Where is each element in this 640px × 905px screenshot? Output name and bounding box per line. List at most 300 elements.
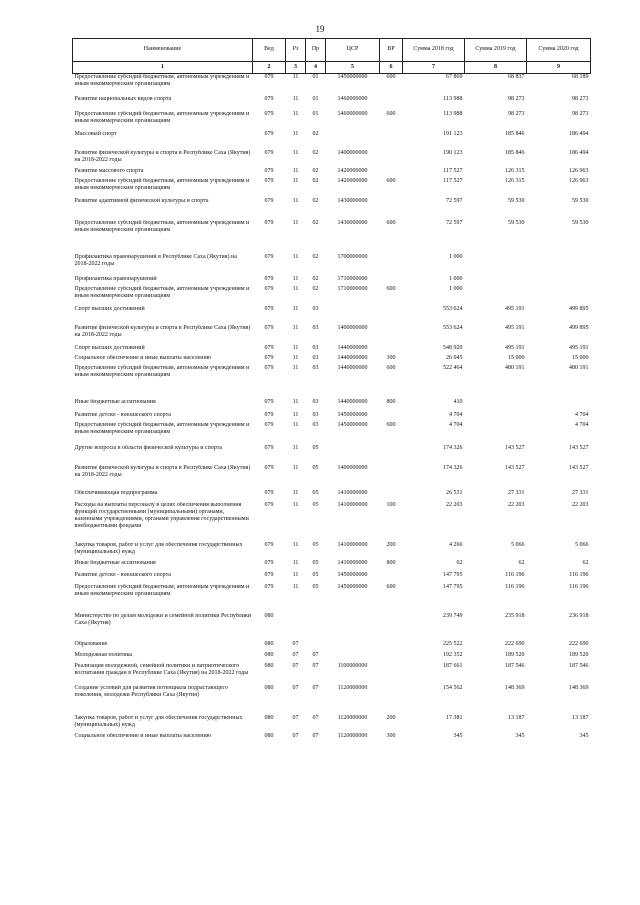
row-ved: 080 [264, 651, 274, 658]
row-rz: 11 [292, 364, 299, 371]
column-index: 4 [306, 62, 326, 74]
row-sum-2020: 4 704 [575, 421, 589, 428]
row-rz: 11 [292, 541, 299, 548]
row-sum-2018: 72 597 [446, 219, 463, 226]
row-name: Предоставление субсидий бюджетным, автономным учреждениям и иным некоммерческим организациям [74, 285, 250, 299]
row-pr: 03 [312, 344, 319, 351]
row-csr [326, 613, 380, 641]
row-csr: 1450000000 [337, 411, 368, 418]
row-sum-2019: 68 837 [508, 74, 525, 80]
row-csr [326, 445, 380, 465]
row-name: Иные бюджетные ассигнования [74, 559, 156, 566]
row-rz: 11 [292, 305, 299, 312]
row-sum-2020: 222 690 [569, 640, 589, 647]
row-csr: 1460000000 [337, 110, 368, 117]
row-rz: 07 [292, 732, 299, 739]
row-pr: 03 [312, 411, 319, 418]
row-name: Социальное обеспечение и иные выплаты населению [74, 354, 212, 361]
row-csr: 1410000000 [337, 501, 368, 508]
row-name: Профилактика правонарушений [74, 275, 157, 282]
row-csr: 1410000000 [337, 489, 368, 496]
row-sum-2020 [527, 276, 591, 286]
row-name: Развитие адаптивной физической культуры и спорта [74, 197, 209, 204]
row-sum-2020: 499 895 [569, 305, 589, 312]
table-row [73, 306, 591, 325]
row-sum-2019: 59 530 [508, 197, 525, 204]
row-sum-2019 [465, 276, 527, 286]
row-sum-2020: 59 530 [572, 197, 589, 204]
row-vr: 600 [386, 285, 396, 292]
row-sum-2018: 26 531 [446, 489, 463, 496]
row-sum-2019: 222 690 [505, 640, 525, 647]
row-sum-2020: 126 963 [569, 177, 589, 184]
table-row [73, 111, 591, 131]
table-row [73, 613, 591, 641]
row-csr: 1400000000 [337, 149, 368, 156]
row-name: Другие вопросы в области физической культуры и спорта [74, 444, 223, 451]
row-ved: 079 [264, 275, 274, 282]
row-sum-2018: 4 704 [449, 421, 463, 428]
row-pr: 03 [312, 324, 319, 331]
row-rz: 11 [292, 571, 299, 578]
row-pr: 01 [312, 110, 319, 117]
table-row [73, 445, 591, 465]
row-name: Молодежная политика [74, 651, 133, 658]
row-pr: 05 [312, 489, 319, 496]
row-name: Министерство по делам молодежи и семейной политики Республики Саха (Якутия) [74, 612, 252, 626]
row-pr: 01 [312, 95, 319, 102]
row-sum-2018: 117 527 [443, 167, 463, 174]
row-vr [380, 465, 403, 490]
row-csr: 1410000000 [337, 541, 368, 548]
row-ved: 079 [264, 583, 274, 590]
row-sum-2018: 1 000 [449, 253, 463, 260]
row-sum-2020: 98 273 [572, 110, 589, 117]
table-row [73, 422, 591, 445]
row-vr: 600 [386, 583, 396, 590]
row-vr [380, 198, 403, 220]
table-row [73, 542, 591, 560]
table-row [73, 502, 591, 542]
row-pr: 07 [312, 714, 319, 721]
row-sum-2019: 116 196 [505, 583, 525, 590]
row-sum-2018: 553 624 [443, 305, 463, 312]
row-sum-2020: 22 203 [572, 501, 589, 508]
header-rz: Рз [286, 39, 306, 62]
row-rz: 11 [292, 197, 299, 204]
row-vr [380, 131, 403, 150]
table-row [73, 198, 591, 220]
row-csr: 1460000000 [337, 95, 368, 102]
row-sum-2018: 117 527 [443, 177, 463, 184]
row-sum-2018: 410 [453, 398, 463, 405]
row-vr: 600 [386, 219, 396, 226]
row-ved: 079 [264, 95, 274, 102]
row-pr: 02 [312, 149, 319, 156]
table-row [73, 345, 591, 355]
row-pr: 01 [312, 74, 319, 80]
table-row [73, 399, 591, 412]
row-sum-2020: 68 189 [572, 74, 589, 80]
row-vr [380, 345, 403, 355]
row-name: Предоставление субсидий бюджетным, автономным учреждениям и иным некоммерческим организациям [74, 364, 250, 378]
row-name: Массовый спорт [74, 130, 117, 137]
table-row [73, 178, 591, 198]
row-sum-2020: 186 494 [569, 149, 589, 156]
row-csr [326, 306, 380, 325]
row-sum-2019: 62 [518, 559, 525, 566]
row-ved: 079 [264, 167, 274, 174]
row-sum-2019: 13 187 [508, 714, 525, 721]
row-sum-2020: 27 331 [572, 489, 589, 496]
row-vr [380, 325, 403, 345]
row-ved: 079 [264, 501, 274, 508]
row-sum-2019: 185 846 [505, 130, 525, 137]
column-index-row [73, 62, 591, 74]
page-number: 19 [315, 24, 325, 34]
row-ved: 080 [264, 662, 274, 669]
row-sum-2020: 126 963 [569, 167, 589, 174]
row-sum-2018: 225 522 [443, 640, 463, 647]
row-rz: 07 [292, 640, 299, 647]
row-sum-2020: 186 494 [569, 130, 589, 137]
table-body [73, 74, 591, 748]
header-ved: Вед [253, 39, 286, 62]
row-sum-2018: 62 [456, 559, 463, 566]
row-sum-2019: 148 369 [505, 684, 525, 691]
row-pr: 02 [312, 130, 319, 137]
row-vr: 100 [386, 501, 396, 508]
row-vr [380, 445, 403, 465]
column-index: 3 [286, 62, 306, 74]
row-ved: 080 [264, 640, 274, 647]
row-pr: 02 [312, 275, 319, 282]
row-sum-2019: 116 196 [505, 571, 525, 578]
row-sum-2020: 62 [582, 559, 589, 566]
row-sum-2018: 192 352 [443, 651, 463, 658]
row-ved: 080 [264, 732, 274, 739]
table-row [73, 220, 591, 254]
row-name: Развитие массового спорта [74, 167, 144, 174]
row-csr: 1120000000 [337, 684, 368, 691]
row-sum-2019: 15 000 [508, 354, 525, 361]
row-sum-2018: 17 381 [446, 714, 463, 721]
row-name: Создание условий для развития потенциала подрастающего поколения, молодежи Республики Саха (Якутия) [74, 684, 228, 698]
row-sum-2018: 174 326 [443, 444, 463, 451]
row-sum-2018: 239 749 [443, 612, 463, 619]
row-pr: 02 [312, 253, 319, 260]
row-sum-2020 [527, 399, 591, 412]
row-csr: 1450000000 [337, 571, 368, 578]
row-sum-2020: 236 918 [569, 612, 589, 619]
row-sum-2020: 499 895 [569, 324, 589, 331]
row-name: Развитие детско - юношеского спорта [74, 571, 171, 578]
row-vr [380, 150, 403, 168]
row-name: Предоставление субсидий бюджетным, автономным учреждениям и иным некоммерческим организациям [74, 219, 250, 233]
row-sum-2020: 480 191 [569, 364, 589, 371]
row-vr: 600 [386, 421, 396, 428]
row-vr: 800 [386, 559, 396, 566]
row-sum-2019 [465, 254, 527, 276]
column-index: 9 [527, 62, 591, 74]
row-ved: 079 [264, 411, 274, 418]
row-pr: 05 [312, 444, 319, 451]
row-pr: 05 [312, 559, 319, 566]
row-sum-2018: 191 123 [443, 130, 463, 137]
row-name: Иные бюджетные ассигнования [74, 398, 156, 405]
row-csr: 1400000000 [337, 464, 368, 471]
table-row [73, 96, 591, 111]
row-vr [380, 306, 403, 325]
row-rz: 11 [292, 275, 299, 282]
row-pr: 05 [312, 541, 319, 548]
header-vr: ВР [380, 39, 403, 62]
row-pr: 02 [312, 285, 319, 292]
table-row [73, 465, 591, 490]
row-pr: 05 [312, 464, 319, 471]
table-row [73, 150, 591, 168]
table-row [73, 276, 591, 286]
row-csr [326, 641, 380, 652]
row-csr: 1440000000 [337, 354, 368, 361]
row-vr: 800 [386, 398, 396, 405]
table-row [73, 733, 591, 748]
table-row [73, 560, 591, 572]
row-name: Предоставление субсидий бюджетным, автономным учреждениям и иным некоммерческим организациям [74, 110, 250, 124]
row-sum-2019: 143 527 [505, 464, 525, 471]
row-vr [380, 613, 403, 641]
table-row [73, 355, 591, 365]
table-row [73, 325, 591, 345]
row-sum-2018: 147 795 [443, 583, 463, 590]
row-csr: 1440000000 [337, 344, 368, 351]
row-rz: 07 [292, 684, 299, 691]
row-csr: 1100000000 [337, 662, 368, 669]
row-rz: 11 [292, 489, 299, 496]
row-vr: 200 [386, 714, 396, 721]
row-rz: 11 [292, 583, 299, 590]
row-sum-2019: 126 315 [505, 177, 525, 184]
row-ved: 079 [264, 149, 274, 156]
row-name: Предоставление субсидий бюджетным, автономным учреждениям и иным некоммерческим организациям [74, 177, 250, 191]
row-ved: 079 [264, 324, 274, 331]
row-vr [380, 663, 403, 685]
row-name: Образование [74, 640, 108, 647]
row-sum-2020 [527, 286, 591, 306]
row-sum-2019: 185 846 [505, 149, 525, 156]
row-name: Предоставление субсидий бюджетным, автономным учреждениям и иным некоммерческим организациям [74, 421, 250, 435]
row-sum-2018: 113 988 [443, 110, 463, 117]
row-sum-2020: 116 196 [569, 571, 589, 578]
row-name: Развитие национальных видов спорта [74, 95, 172, 102]
column-index: 6 [380, 62, 403, 74]
row-csr: 1410000000 [337, 559, 368, 566]
row-ved: 079 [264, 197, 274, 204]
row-pr: 03 [312, 421, 319, 428]
row-sum-2019: 143 527 [505, 444, 525, 451]
row-sum-2019 [465, 412, 527, 422]
table-row [73, 652, 591, 663]
table-row [73, 572, 591, 584]
row-sum-2018: 174 326 [443, 464, 463, 471]
row-ved: 079 [264, 354, 274, 361]
row-sum-2018: 553 624 [443, 324, 463, 331]
table-row [73, 663, 591, 685]
row-rz: 11 [292, 167, 299, 174]
row-sum-2019: 495 191 [505, 324, 525, 331]
row-sum-2020: 13 187 [572, 714, 589, 721]
row-sum-2019: 98 273 [508, 110, 525, 117]
row-rz: 11 [292, 74, 299, 80]
row-pr: 03 [312, 398, 319, 405]
header-csr: ЦСР [326, 39, 380, 62]
row-csr: 1120000000 [337, 732, 368, 739]
row-ved: 080 [264, 612, 274, 619]
row-ved: 079 [264, 110, 274, 117]
row-ved: 080 [264, 684, 274, 691]
row-ved: 080 [264, 714, 274, 721]
row-pr: 03 [312, 305, 319, 312]
row-name: Закупка товаров, работ и услуг для обеспечения государственных (муниципальных) нужд [74, 714, 243, 728]
row-sum-2019 [465, 399, 527, 412]
row-sum-2018: 187 661 [443, 662, 463, 669]
row-vr [380, 96, 403, 111]
row-vr: 300 [386, 732, 396, 739]
row-csr: 1450000000 [337, 583, 368, 590]
row-pr: 03 [312, 354, 319, 361]
row-name: Развитие физической культуры и спорта в Республике Саха (Якутия) на 2018-2022 годы [74, 324, 251, 338]
row-ved: 079 [264, 464, 274, 471]
row-pr: 07 [312, 732, 319, 739]
row-sum-2020: 189 520 [569, 651, 589, 658]
row-sum-2019: 22 203 [508, 501, 525, 508]
row-csr: 1440000000 [337, 398, 368, 405]
row-name: Развитие физической культуры и спорта в Республике Саха (Якутия) на 2018-2022 годы [74, 149, 251, 163]
row-sum-2018: 1 000 [449, 285, 463, 292]
row-csr: 1450000000 [337, 74, 368, 80]
row-sum-2018: 522 464 [443, 364, 463, 371]
column-index: 2 [253, 62, 286, 74]
row-ved: 079 [264, 253, 274, 260]
row-name: Расходы на выплаты персоналу в целях обеспечения выполнения функций государственными (муниципальными) органами, казенными учреждениями, органами управления государственными внебюджетными фондами [74, 501, 249, 530]
row-vr: 300 [386, 354, 396, 361]
row-sum-2018: 72 597 [446, 197, 463, 204]
row-name: Предоставление субсидий бюджетным, автономным учреждениям и иным некоммерческим организациям [74, 583, 250, 597]
row-sum-2018: 190 123 [443, 149, 463, 156]
row-ved: 079 [264, 571, 274, 578]
row-name: Спорт высших достижений [74, 344, 145, 351]
row-sum-2020: 143 527 [569, 444, 589, 451]
row-pr: 05 [312, 501, 319, 508]
row-sum-2020: 495 191 [569, 344, 589, 351]
row-vr [380, 276, 403, 286]
row-ved: 079 [264, 541, 274, 548]
row-sum-2018: 154 562 [443, 684, 463, 691]
row-csr: 1420000000 [337, 167, 368, 174]
row-name: Социальное обеспечение и иные выплаты населению [74, 732, 212, 739]
row-rz: 11 [292, 149, 299, 156]
row-vr [380, 254, 403, 276]
header-sum-2019: Сумма 2019 год [465, 39, 527, 62]
row-sum-2020: 187 546 [569, 662, 589, 669]
row-rz: 11 [292, 398, 299, 405]
row-sum-2020: 5 066 [575, 541, 589, 548]
row-name: Профилактика правонарушений в Республике Саха (Якутия) на 2018-2022 годы [74, 253, 237, 267]
row-ved: 079 [264, 364, 274, 371]
row-pr: 02 [312, 167, 319, 174]
table-row [73, 365, 591, 399]
row-csr: 1440000000 [337, 364, 368, 371]
column-index: 5 [326, 62, 380, 74]
column-index: 8 [465, 62, 527, 74]
row-rz: 11 [292, 285, 299, 292]
row-pr: 02 [312, 177, 319, 184]
row-name: Развитие детско - юношеского спорта [74, 411, 171, 418]
row-rz: 11 [292, 354, 299, 361]
row-vr: 600 [386, 364, 396, 371]
row-sum-2019: 495 191 [505, 344, 525, 351]
row-csr: 1430000000 [337, 197, 368, 204]
row-ved: 079 [264, 305, 274, 312]
row-rz: 07 [292, 714, 299, 721]
table-row [73, 584, 591, 613]
row-sum-2020 [527, 254, 591, 276]
row-sum-2020: 345 [579, 732, 589, 739]
row-sum-2019: 59 530 [508, 219, 525, 226]
column-index: 1 [73, 62, 253, 74]
row-ved: 079 [264, 444, 274, 451]
row-rz: 11 [292, 324, 299, 331]
header-sum-2018: Сумма 2018 год [403, 39, 465, 62]
row-ved: 079 [264, 130, 274, 137]
row-ved: 079 [264, 74, 274, 80]
table-row [73, 254, 591, 276]
row-sum-2018: 113 988 [443, 95, 463, 102]
row-rz: 11 [292, 344, 299, 351]
row-vr: 200 [386, 541, 396, 548]
table-row [73, 131, 591, 150]
row-rz: 11 [292, 411, 299, 418]
row-pr: 03 [312, 364, 319, 371]
row-rz: 11 [292, 130, 299, 137]
row-sum-2019: 480 191 [505, 364, 525, 371]
table-row [73, 490, 591, 502]
row-pr [306, 613, 326, 641]
row-sum-2018: 548 920 [443, 344, 463, 351]
row-rz: 07 [292, 662, 299, 669]
row-rz: 11 [292, 559, 299, 566]
row-sum-2018: 22 203 [446, 501, 463, 508]
row-csr [326, 131, 380, 150]
row-sum-2018: 67 869 [446, 74, 463, 80]
row-ved: 079 [264, 285, 274, 292]
row-pr: 02 [312, 197, 319, 204]
row-rz: 11 [292, 95, 299, 102]
row-rz: 11 [292, 219, 299, 226]
row-sum-2019: 235 918 [505, 612, 525, 619]
row-csr: 1430000000 [337, 219, 368, 226]
row-sum-2018: 4 704 [449, 411, 463, 418]
row-ved: 079 [264, 421, 274, 428]
row-ved: 079 [264, 398, 274, 405]
budget-table [72, 38, 591, 748]
row-name: Спорт высших достижений [74, 305, 145, 312]
row-sum-2018: 1 000 [449, 275, 463, 282]
row-sum-2020: 143 527 [569, 464, 589, 471]
row-sum-2019 [465, 286, 527, 306]
table-row [73, 412, 591, 422]
row-ved: 079 [264, 219, 274, 226]
